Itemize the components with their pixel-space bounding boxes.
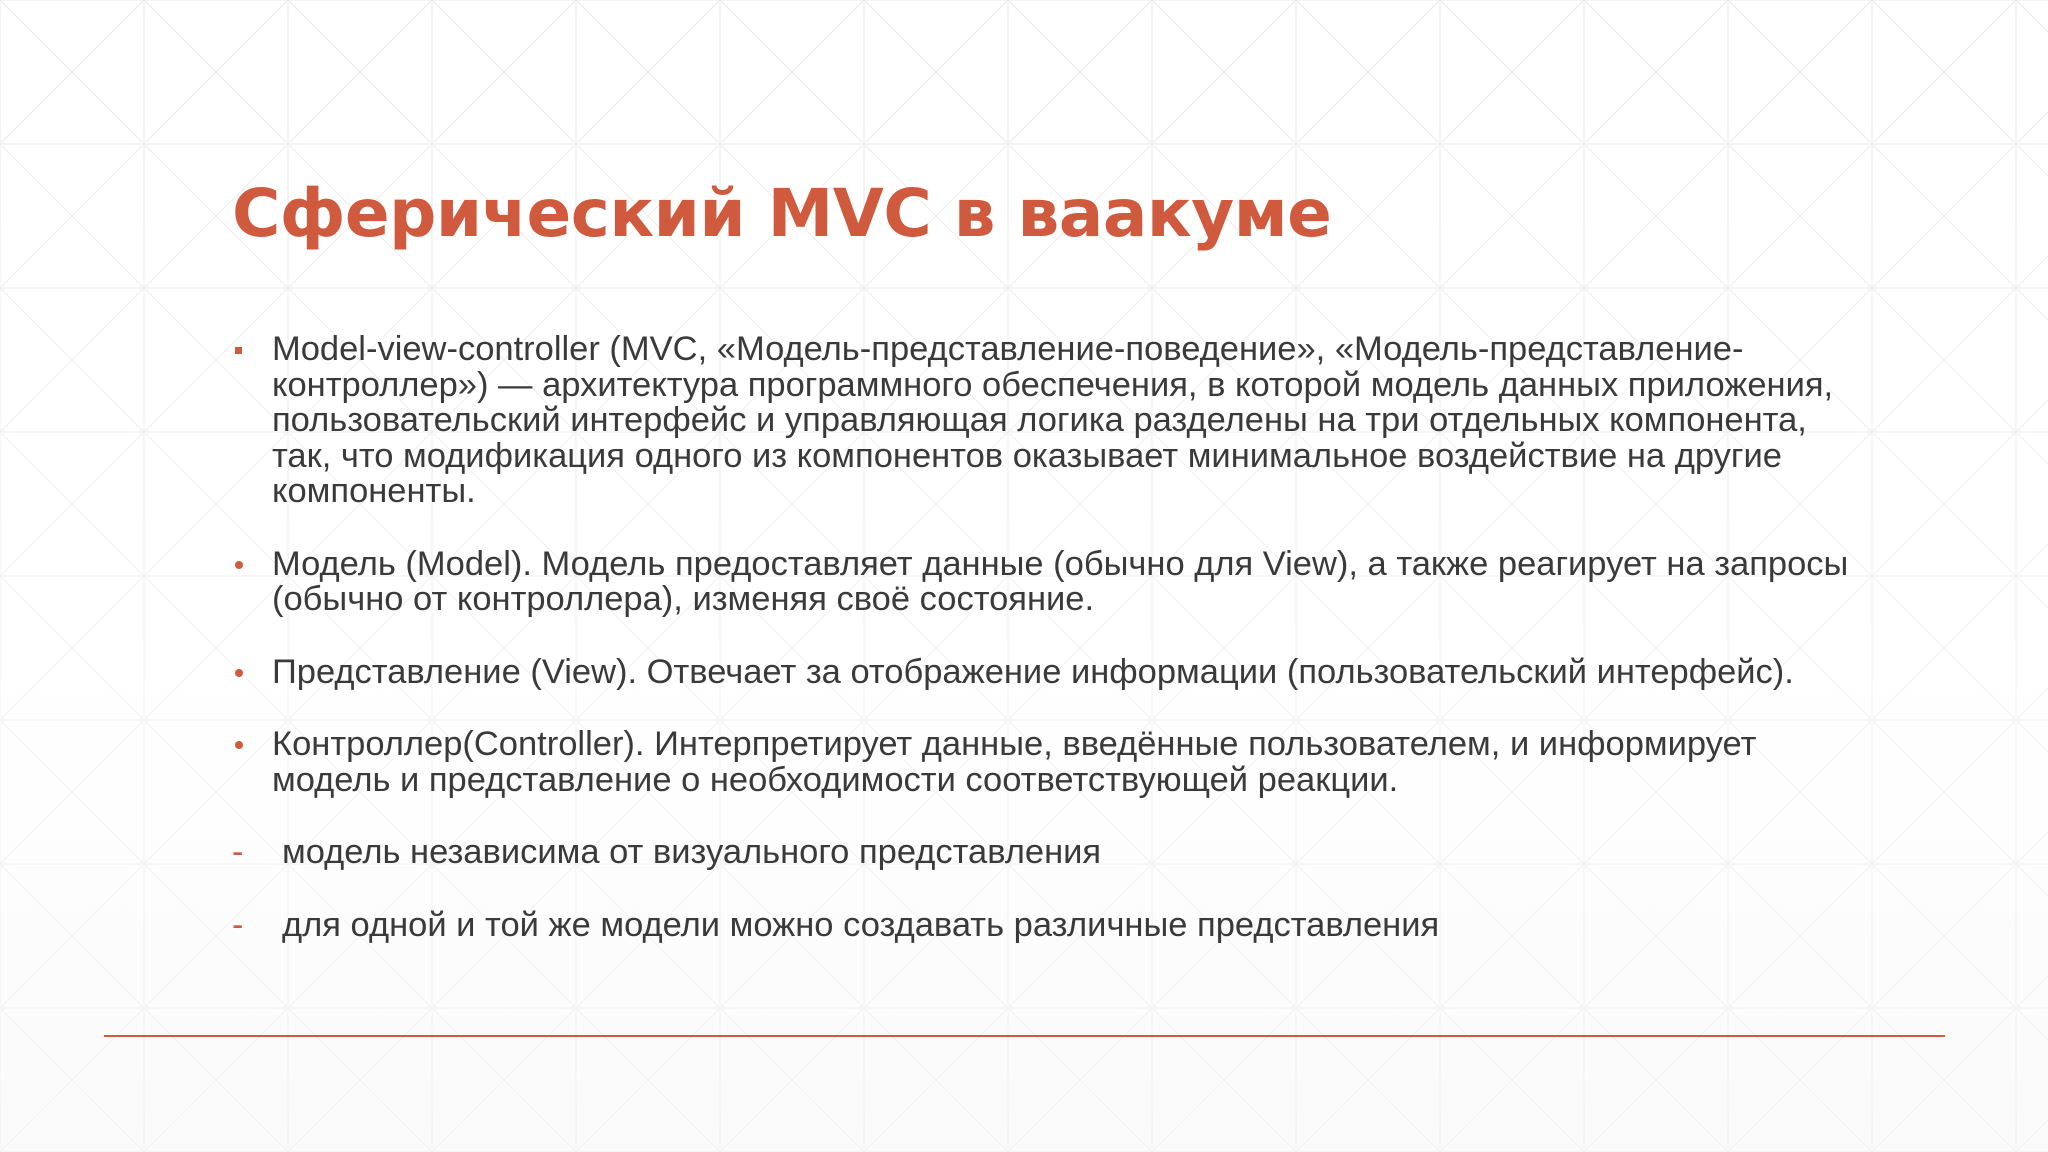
bullet-item-multiple-views — [232, 905, 1852, 944]
bullet-text: Model-view-controller (MVC, «Модель-представление-поведение», «Модель-представление-контроллер») — архитектура программного обеспечения, в которой модель данных приложения, пользовательский интерфейс и управляющая логика разделены на три отдельных компонента, так, что модификация одного из компонентов оказывает минимальное воздействие на другие компоненты. — [272, 330, 1834, 510]
dash-bullet-icon: - — [232, 905, 244, 944]
bullet-text: для одной и той же модели можно создавать различные представления — [282, 905, 1440, 944]
bullet-list — [232, 332, 1852, 943]
bullet-item-model — [232, 544, 1852, 618]
bullet-item-mvc-definition — [232, 332, 1852, 510]
bullet-item-view — [232, 652, 1852, 691]
bullet-text: Контроллер(Controller). Интерпретирует данные, введённые пользователем, и информирует модель и представление о необходимости соответствующей реакции. — [272, 725, 1757, 799]
slide-title: Сферический MVC в ваакуме — [232, 175, 1332, 252]
bullet-text: модель независима от визуального представления — [282, 833, 1102, 871]
bullet-item-model-independent — [232, 835, 1852, 871]
bullet-text: Модель (Model). Модель предоставляет данные (обычно для View), а также реагирует на запросы (обычно от контроллера), изменяя своё состояние. — [272, 544, 1849, 618]
bullet-text: Представление (View). Отвечает за отображение информации (пользовательский интерфейс). — [272, 652, 1794, 691]
bullet-item-controller — [232, 727, 1852, 798]
footer-divider — [104, 1035, 1945, 1037]
dash-bullet-icon: - — [232, 833, 244, 871]
